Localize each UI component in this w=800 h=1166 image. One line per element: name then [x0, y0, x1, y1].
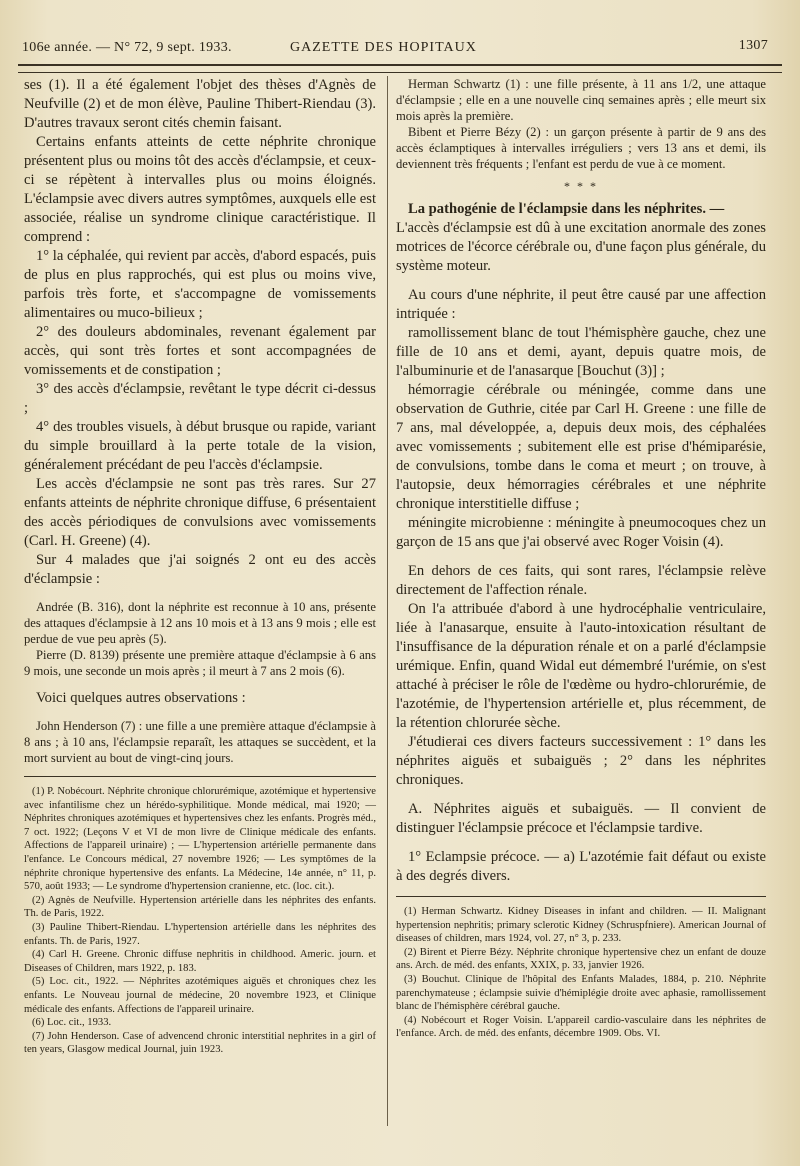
- header-rule: [18, 64, 782, 66]
- footnote: (2) Birent et Pierre Bézy. Néphrite chronique hypertensive chez un enfant de douze ans. Arch. de méd. des enfants, XXIX, p. 33, janvier 1926.: [396, 946, 766, 972]
- issue-line: 106e année. — N° 72, 9 sept. 1933.: [22, 40, 232, 55]
- paragraph: Voici quelques autres observations :: [36, 690, 246, 706]
- footnote-rule: [24, 776, 376, 777]
- page-header: [22, 40, 780, 62]
- footnote: (5) Loc. cit., 1922. — Néphrites azotémiques aiguës et chroniques chez les enfants. Le Nouveau journal de médecine, 20 novembre 1923, et Clinique médicale des enfants. Affections de l'appareil urinaire.: [24, 976, 376, 1015]
- case-paragraph: Herman Schwartz (1) : une fille présente, à 11 ans 1/2, une attaque d'éclampsie ; elle en a une nouvelle cinq semaines après ; elle meurt six mois après la première.: [396, 77, 766, 123]
- case-paragraph: Andrée (B. 316), dont la néphrite est reconnue à 10 ans, présente des attaques d'éclampsie à 12 ans 10 mois et à 13 ans 9 mois ; elle est perdue de vue peu après (5).: [24, 600, 376, 646]
- left-column: [24, 76, 376, 1057]
- journal-title: GAZETTE DES HOPITAUX: [290, 40, 477, 55]
- case-paragraph: John Henderson (7) : une fille a une première attaque d'éclampsie à 8 ans ; à 10 ans, l'éclampsie reparaît, les attaques se succèdent, et la mort survient au bout de vingt-cinq jours.: [24, 719, 376, 765]
- section-separator: * * *: [564, 179, 598, 193]
- footnote: (3) Bouchut. Clinique de l'hôpital des Enfants Malades, 1884, p. 210. Néphrite parenchymateuse ; éclampsie suivie d'hémiplégie droite avec aphasie, ramollissement blanc de l'hémisphère cérébral gauche.: [396, 973, 766, 1013]
- paragraph: Les accès d'éclampsie ne sont pas très rares. Sur 27 enfants atteints de néphrite chronique diffuse, 6 présentaient des accès périodiques de convulsions avec vomissements (Carl. H. Greene) (4).: [24, 476, 376, 549]
- case-paragraph: Bibent et Pierre Bézy (2) : un garçon présente à partir de 9 ans des accès éclamptiques à intervalles irréguliers ; vers 13 ans et demi, ils deviennent très fréquents ; l'enfant est perdu de vue à ce moment.: [396, 125, 766, 171]
- paragraph: En dehors de ces faits, qui sont rares, l'éclampsie relève directement de l'affection rénale.: [396, 563, 766, 598]
- paragraph: 2° des douleurs abdominales, revenant également par accès, qui sont très fortes et sont accompagnées de vomissements et de constipation ;: [24, 324, 376, 378]
- paragraph: méningite microbienne : méningite à pneumocoques chez un garçon de 15 ans que j'ai observé avec Roger Voisin (4).: [396, 515, 766, 550]
- footnote: (2) Agnès de Neufville. Hypertension artérielle dans les néphrites des enfants. Th. de Paris, 1922.: [24, 894, 376, 920]
- paragraph: 1° la céphalée, qui revient par accès, d'abord espacés, puis de plus en plus rapprochés, qui est plus ou moins vive, parfois très forte, et s'accompagne de vomissements alimentaires ou muco-bilieux ;: [24, 248, 376, 321]
- page-number: 1307: [738, 38, 768, 53]
- paragraph: 3° des accès d'éclampsie, revêtant le type décrit ci-dessus ;: [24, 381, 376, 416]
- footnote: (1) P. Nobécourt. Néphrite chronique chlorurémique, azotémique et hypertensive avec infantilisme chez un hérédo-syphilitique. Monde médical, mai 1920; — Néphrites chroniques azotémiques et hypertensives chez les enfants. Progrès méd., 7 oct. 1922; (Leçons V et VI de mon livre de Clinique médicale des enfants. Affections de l'appareil urinaire) ; — L'hypertension artérielle permanente dans l'enfance. Le Concours médical, 27 novembre 1926; — Les symptômes de la néphrite chronique hypertensive des enfants. La Médecine, 14e année, n° 11, p. 570, août 1933; — Le syndrome d'hypertension cranienne, etc. (loc. cit.).: [24, 786, 376, 893]
- case-paragraph: Pierre (D. 8139) présente une première attaque d'éclampsie à 6 ans 9 mois, une seconde un mois après ; il meurt à 7 ans 2 mois (6).: [24, 648, 376, 678]
- paragraph: hémorragie cérébrale ou méningée, comme dans une observation de Guthrie, citée par Carl H. Greene : une fille de 7 ans, mal développée, a, depuis deux mois, des céphalées avec vomissements ; subitement elle est prise d'hémiparésie, de convulsions, tombe dans le coma et meurt ; on trouve, à l'autopsie, deux hémorragies cérébrales et une néphrite chronique interstitielle diffuse ;: [396, 382, 766, 512]
- section-heading: La pathogénie de l'éclampsie dans les néphrites. —: [408, 201, 725, 217]
- paragraph: L'accès d'éclampsie est dû à une excitation anormale des zones motrices de l'écorce cérébrale ou, d'une façon plus générale, du système moteur.: [396, 220, 766, 274]
- paragraph: 1° Eclampsie précoce. — a) L'azotémie fait défaut ou existe à des degrés divers.: [396, 849, 766, 884]
- footnote: (4) Carl H. Greene. Chronic diffuse nephritis in childhood. Americ. journ. et Diseases of Children, mars 1922, p. 183.: [24, 949, 376, 974]
- footnote: (7) John Henderson. Case of advencend chronic interstitial nephrites in a girl of ten years, Glasgow medical Journal, juin 1923.: [24, 1030, 376, 1056]
- column-divider: [387, 76, 388, 1126]
- paragraph: A. Néphrites aiguës et subaiguës. — Il convient de distinguer l'éclampsie précoce et l'éclampsie tardive.: [396, 801, 766, 836]
- paragraph: Certains enfants atteints de cette néphrite chronique présentent plus ou moins tôt des accès d'éclampsie, et ceux-ci se répètent à intervalles plus ou moins éloignés. L'éclampsie avec divers autres symptômes, auxquels elle est associée, réalise un syndrome clinique caractéristique. Il comprend :: [24, 134, 376, 245]
- footnote-rule: [396, 896, 766, 897]
- header-rule-thin: [18, 72, 782, 73]
- paragraph: ses (1). Il a été également l'objet des thèses d'Agnès de Neufville (2) et de mon élève, Pauline Thibert-Riendau (3). D'autres travaux seront cités chemin faisant.: [24, 77, 376, 131]
- paragraph: J'étudierai ces divers facteurs successivement : 1° dans les néphrites aiguës et subaiguës ; 2° dans les néphrites chroniques.: [396, 734, 766, 788]
- paragraph: ramollissement blanc de tout l'hémisphère gauche, chez une fille de 10 ans et demi, ayant, depuis quatre mois, de l'albuminurie et de l'anasarque [Bouchut (3)] ;: [396, 325, 766, 379]
- footnotes: [396, 905, 766, 1041]
- right-column: [396, 76, 766, 1041]
- footnote: (1) Herman Schwartz. Kidney Diseases in infant and children. — II. Malignant hypertension nephritis; primary sclerotic Kidney (Schruspfniere). American Journal of diseases of children, mars 1924, vol. 27, n° 3, p. 233.: [396, 906, 766, 945]
- footnote: (6) Loc. cit., 1933.: [32, 1017, 112, 1029]
- paragraph: 4° des troubles visuels, à début brusque ou rapide, variant du simple brouillard à la perte totale de la vision, généralement précédant de peu l'accès d'éclampsie.: [24, 419, 376, 473]
- paragraph: On l'a attribuée d'abord à une hydrocéphalie ventriculaire, liée à l'anasarque, ensuite à l'auto-intoxication résultant de l'insuffisance de la dépuration rénale et on a parlé d'éclampsie urémique. Enfin, quand Widal eut démembré l'urémie, on s'est attaché à préciser le rôle de l'œdème ou hydro-chlorurémie, de l'azotémie, de l'hypertension artérielle et, plus récemment, de la rétention chlorurée sèche.: [396, 601, 766, 731]
- paragraph: Au cours d'une néphrite, il peut être causé par une affection intriquée :: [396, 287, 766, 322]
- footnotes: [24, 785, 376, 1057]
- footnote: (3) Pauline Thibert-Riendau. L'hypertension artérielle dans les néphrites des enfants. Th. de Paris, 1927.: [24, 921, 376, 947]
- paragraph: Sur 4 malades que j'ai soignés 2 ont eu des accès d'éclampsie :: [24, 552, 376, 587]
- footnote: (4) Nobécourt et Roger Voisin. L'appareil cardio-vasculaire dans les néphrites de l'enfance. Arch. de méd. des enfants, décembre 1909. Obs. VI.: [396, 1014, 766, 1040]
